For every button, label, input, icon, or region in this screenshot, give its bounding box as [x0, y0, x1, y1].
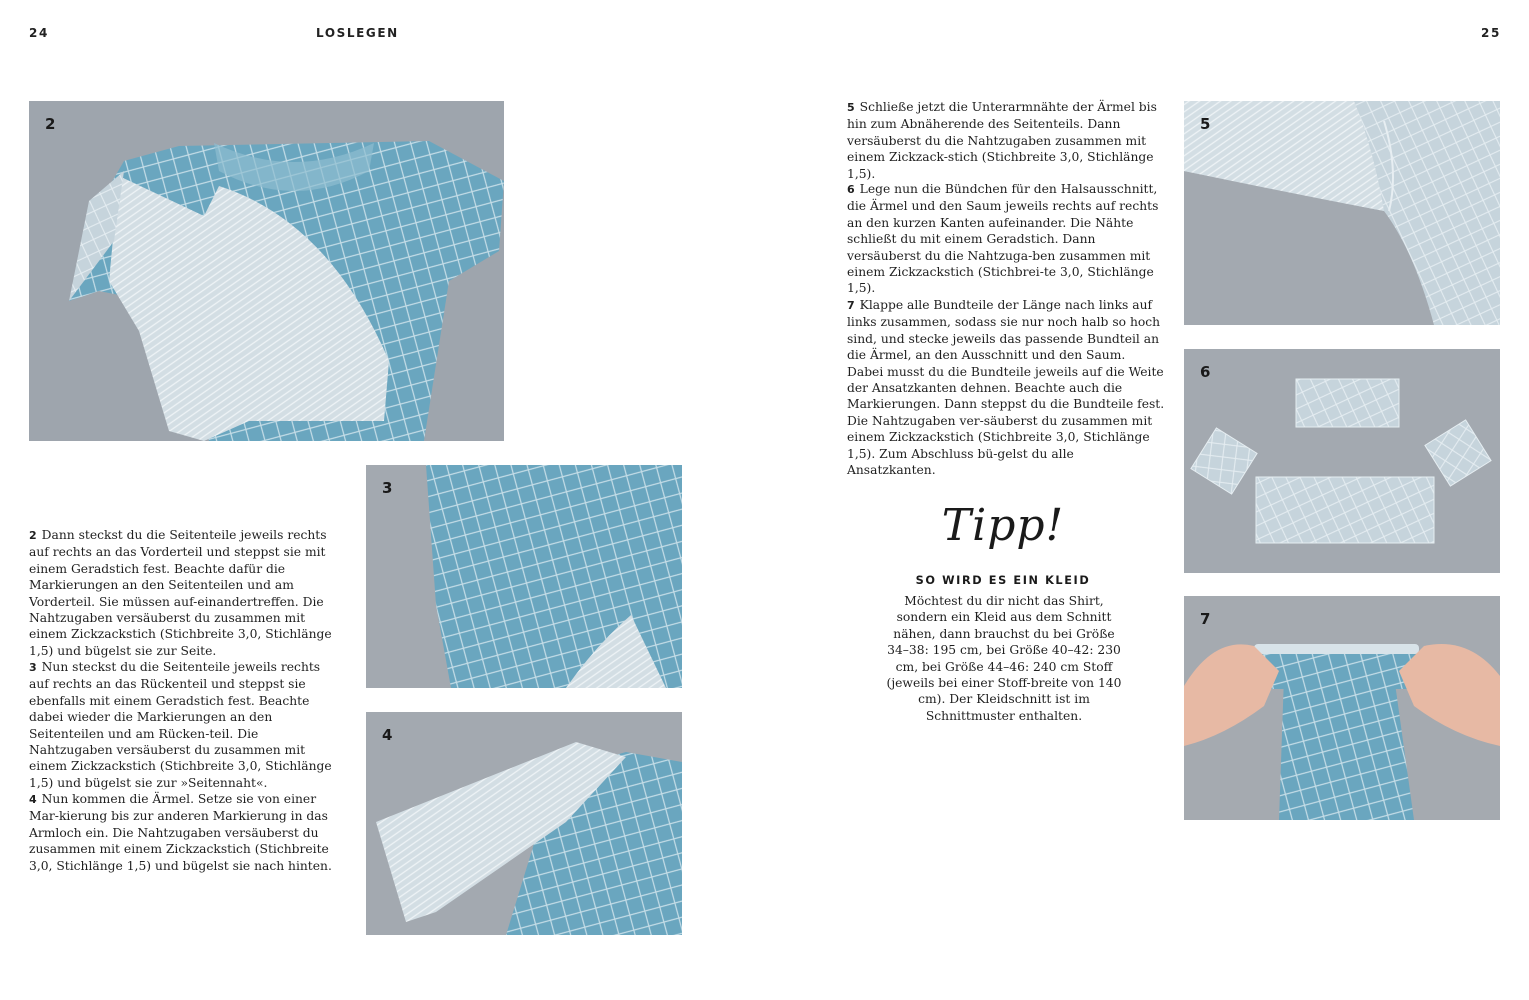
step-text: Nun kommen die Ärmel. Setze sie von einer Mar-kierung bis zur anderen Markierung in das Armloch ein. Die Nahtzugaben versäuberst du zusammen mit einem Zickzackstich (Stichbreite 3,0, Stichlänge 1,5) und bügelst sie nach hinten.: [29, 792, 332, 873]
page-number-left: 24: [29, 26, 49, 40]
step-number: 3: [29, 661, 37, 674]
step-text: Schließe jetzt die Unterarmnähte der Ärmel bis hin zum Abnäherende des Seitenteils. Dann versäuberst du die Nahtzugaben zusammen mit einem Zickzack-stich (Stichbreite 3,0, Stichlänge 1,5).: [847, 100, 1157, 181]
step-3-photo-label: 3: [382, 479, 393, 497]
step-2-paragraph: [29, 527, 334, 659]
step-4-photo: [366, 712, 682, 935]
step-3-photo: [366, 465, 682, 688]
step-6-photo-label: 6: [1200, 363, 1211, 381]
step-number: 6: [847, 183, 855, 196]
step-text: Klappe alle Bundteile der Länge nach links auf links zusammen, sodass sie nur noch halb so hoch sind, und stecke jeweils das passende Bundteil an die Ärmel, an den Ausschnitt und den Saum. Dabei musst du die Bundteile jeweils auf die Weite der Ansatzkanten dehnen. Beachte auch die Markierungen. Dann steppst du die Bundteile fest. Die Nahtzugaben ver-säuberst du zusammen mit einem Zickzackstich (Stichbreite 3,0, Stichlänge 1,5). Zum Abschluss bü-gelst du alle Ansatzkanten.: [847, 298, 1165, 478]
step-5-photo: [1184, 101, 1500, 325]
tip-heading: SO WIRD ES EIN KLEID: [915, 574, 1091, 587]
step-5-paragraph: [847, 99, 1165, 182]
step-5-photo-label: 5: [1200, 115, 1211, 133]
step-6-photo: [1184, 349, 1500, 573]
step-7-paragraph: [847, 297, 1165, 478]
step-text: Nun steckst du die Seitenteile jeweils rechts auf rechts an das Rückenteil und steppst sie ebenfalls mit einem Geradstich fest. Beachte dabei wieder die Markierungen an den Seitenteilen und am Rücken-teil. Die Nahtzugaben versäuberst du zusammen mit einem Zickzackstich (Stichbreite 3,0, Stichlänge 1,5) und bügelst sie zur »Seitennaht«.: [29, 660, 332, 790]
step-number: 7: [847, 299, 855, 312]
step-number: 5: [847, 101, 855, 114]
tip-title: Tipp!: [941, 500, 1065, 551]
tip-body: Möchtest du dir nicht das Shirt, sondern ein Kleid aus dem Schnitt nähen, dann brauchst du bei Größe 34–38: 195 cm, bei Größe 40–42: 230 cm, bei Größe 44–46: 240 cm Stoff (jeweils bei einer Stoff-breite von 140 cm). Der Kleidschnitt ist im Schnittmuster enthalten.: [886, 594, 1122, 723]
step-4-photo-label: 4: [382, 726, 393, 744]
step-4-paragraph: [29, 791, 334, 874]
step-7-photo: [1184, 596, 1500, 820]
step-6-paragraph: [847, 181, 1165, 297]
section-title: LOSLEGEN: [316, 26, 399, 40]
step-2-photo: [29, 101, 504, 441]
step-2-photo-label: 2: [45, 115, 56, 133]
page-number-right: 25: [1481, 26, 1501, 40]
step-number: 4: [29, 793, 37, 806]
step-3-paragraph: [29, 659, 334, 791]
step-text: Dann steckst du die Seitenteile jeweils rechts auf rechts an das Vorderteil und steppst sie mit einem Geradstich fest. Beachte dafür die Markierungen an den Seitenteilen und am Vorderteil. Sie müssen auf-einandertreffen. Die Nahtzugaben versäuberst du zusammen mit einem Zickzackstich (Stichbreite 3,0, Stichlänge 1,5) und bügelst sie zur Seite.: [29, 528, 332, 658]
step-number: 2: [29, 529, 37, 542]
step-7-photo-label: 7: [1200, 610, 1211, 628]
step-text: Lege nun die Bündchen für den Halsausschnitt, die Ärmel und den Saum jeweils rechts auf rechts an den kurzen Kanten aufeinander. Die Nähte schließt du mit einem Geradstich. Dann versäuberst du die Nahtzuga-ben zusammen mit einem Zickzackstich (Stichbrei-te 3,0, Stichlänge 1,5).: [847, 182, 1159, 296]
